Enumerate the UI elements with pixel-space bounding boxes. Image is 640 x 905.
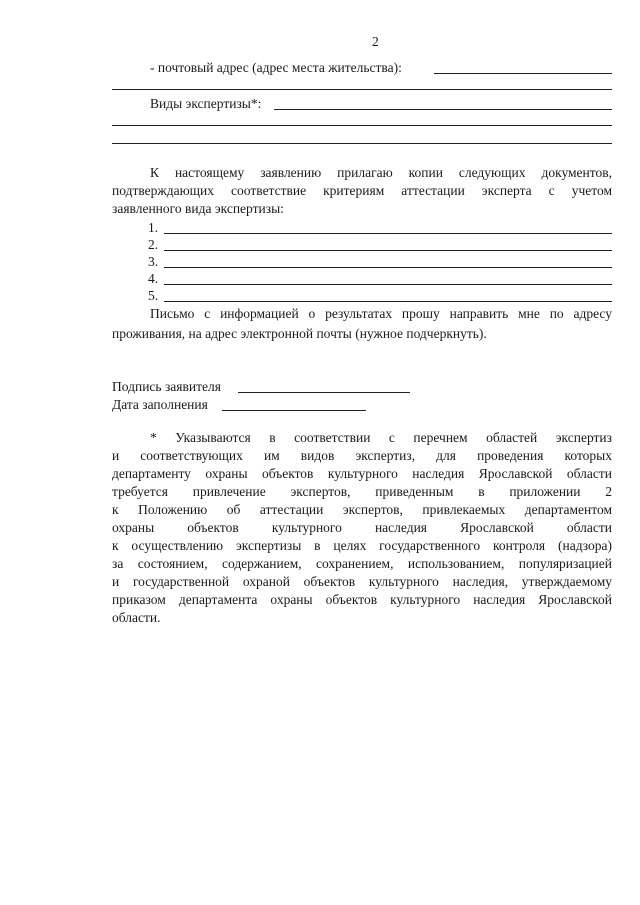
expertise-types-line-2 (112, 125, 612, 126)
attachment-item-4-number: 4. (148, 271, 159, 286)
footnote-line-10: приказом департамента охраны объектов культурного наследия Ярославской (112, 592, 612, 607)
attachments-intro-line-1: К настоящему заявлению прилагаю копии следующих документов, (150, 165, 612, 180)
attachment-item-5-line (164, 301, 612, 302)
postal-address-label: - почтовый адрес (адрес места жительства): (150, 60, 402, 75)
footnote-line-9: и государственной охраной объектов культурного наследия, утверждаемому (112, 574, 612, 589)
attachment-item-3-number: 3. (148, 254, 159, 269)
letter-line-1: Письмо с информацией о результатах прошу направить мне по адресу (150, 306, 612, 321)
footnote-line-8: за состоянием, содержанием, сохранением, использованием, популяризацией (112, 556, 612, 571)
footnote-line-11: области. (112, 610, 161, 625)
attachment-item-3-line (164, 267, 612, 268)
postal-address-line-1 (434, 73, 612, 74)
date-label: Дата заполнения (112, 397, 208, 412)
attachment-item-4-line (164, 284, 612, 285)
signature-line (238, 392, 410, 393)
postal-address-line-2 (112, 89, 612, 90)
expertise-types-line-3 (112, 143, 612, 144)
footnote-line-1: * Указываются в соответствии с перечнем областей экспертиз (150, 430, 612, 445)
footnote-line-7: к осуществлению экспертизы в целях государственного контроля (надзора) (112, 538, 612, 553)
footnote-line-2: и соответствующих им видов экспертиз, для проведения которых (112, 448, 612, 463)
attachment-item-2-line (164, 250, 612, 251)
attachment-item-2-number: 2. (148, 237, 159, 252)
attachment-item-1-line (164, 233, 612, 234)
attachments-intro-line-3: заявленного вида экспертизы: (112, 201, 284, 216)
footnote-line-5: к Положению об аттестации экспертов, привлекаемых департаментом (112, 502, 612, 517)
expertise-types-line-1 (274, 109, 612, 110)
expertise-types-label: Виды экспертизы*: (150, 96, 262, 111)
letter-line-2: проживания, на адрес электронной почты (нужное подчеркнуть). (112, 326, 487, 341)
attachments-intro-line-2: подтверждающих соответствие критериям аттестации эксперта с учетом (112, 183, 612, 198)
attachment-item-1-number: 1. (148, 220, 159, 235)
date-line (222, 410, 366, 411)
signature-label: Подпись заявителя (112, 379, 221, 394)
footnote-line-6: охраны объектов культурного наследия Ярославской области (112, 520, 612, 535)
footnote-line-4: требуется привлечение экспертов, приведенным в приложении 2 (112, 484, 612, 499)
attachment-item-5-number: 5. (148, 288, 159, 303)
footnote-line-3: департаменту охраны объектов культурного наследия Ярославской области (112, 466, 612, 481)
page-number: 2 (372, 34, 379, 49)
